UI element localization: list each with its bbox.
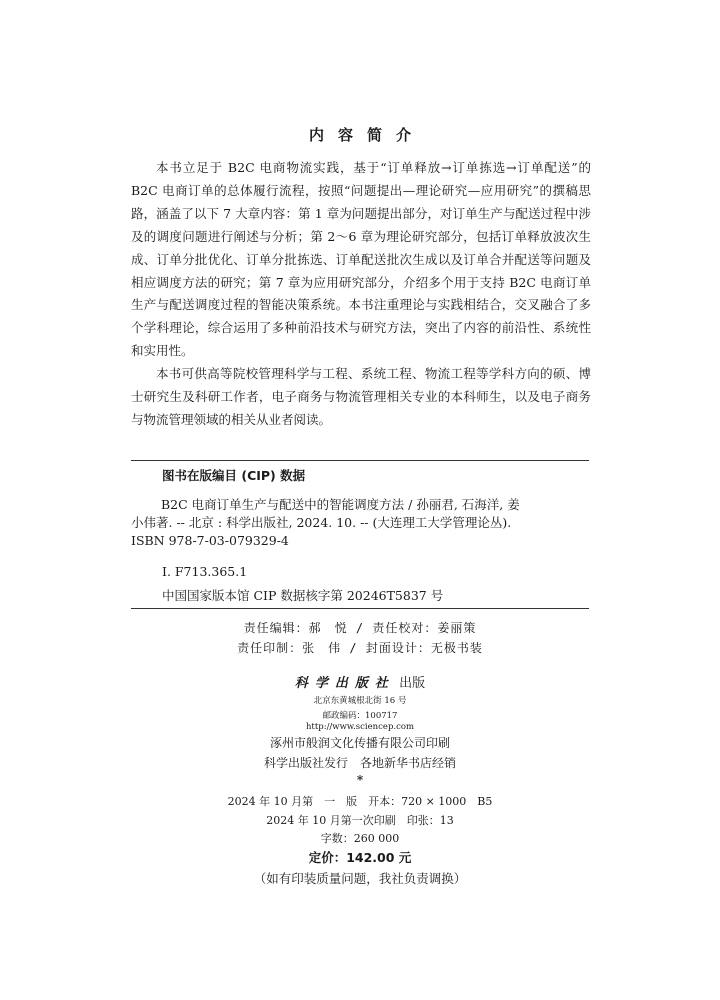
- publisher-url: http://www.sciencep.com: [305, 722, 415, 732]
- cip-record: [131, 496, 587, 550]
- editor-credits: 责任编辑：郝 悦 / 责任校对：姜丽策: [243, 621, 477, 635]
- quality-notice: （如有印装质量问题，我社负责调换）: [253, 871, 467, 886]
- summary-title: 内容简介: [308, 126, 425, 144]
- word-count: 字数：260 000: [320, 832, 400, 845]
- publisher-suffix: 出版: [399, 676, 426, 691]
- cip-bottom-rule: [131, 608, 589, 609]
- cip-check-number: 中国国家版本馆 CIP 数据核字第 20246T5837 号: [162, 588, 444, 603]
- cip-heading: 图书在版编目 (CIP) 数据: [162, 468, 306, 483]
- summary-paragraph-2: 本书可供高等院校管理科学与工程、系统工程、物流工程等学科方向的硕、博士研究生及科研工作者，电子商务与物流管理相关专业的本科师生，以及电子商务与物流管理领域的相关从业者阅读。: [131, 366, 591, 427]
- edition-line: 2024 年 10 月第 一 版 开本：720 × 1000 B5: [227, 795, 493, 808]
- separator-star: *: [356, 773, 364, 787]
- cip-record-line-1: B2C 电商订单生产与配送中的智能调度方法 / 孙丽君, 石海洋, 姜: [161, 497, 520, 512]
- cip-record-line-2: 小伟著. -- 北京 : 科学出版社, 2024. 10. -- (大连理工大学管理论丛).: [131, 515, 512, 530]
- cip-isbn: ISBN 978-7-03-079329-4: [131, 533, 289, 548]
- publisher-postcode: 邮政编码：100717: [322, 711, 398, 721]
- summary-paragraph-1: 本书立足于 B2C 电商物流实践，基于“订单释放→订单拣选→订单配送”的 B2C 电商订单的总体履行流程，按照“问题提出—理论研究—应用研究”的撰稿思路，涵盖了以下 7 大章内容：第 1 章为问题提出部分，对订单生产与配送过程中涉及的调度问题进行阐述与分析；第 2～6 章为理论研究部分，包括订单释放波次生成、订单分批优化、订单分批拣选、订单配送批次生成以及订单合并配送等问题及相应调度方法的研究；第 7 章为应用研究部分，介绍多个用于支持 B2C 电商订单生产与配送调度过程的智能决策系统。本书注重理论与实践相结合，交叉融合了多个学科理论，综合运用了多种前沿技术与研究方法，突出了内容的前沿性、系统性和实用性。: [131, 160, 591, 359]
- publisher-logo: 科学出版社: [294, 676, 395, 691]
- printer-line: 涿州市般润文化传播有限公司印刷: [269, 736, 450, 750]
- summary-body: [131, 157, 591, 432]
- distributor-line: 科学出版社发行 各地新华书店经销: [263, 756, 456, 770]
- price: 定价：142.00 元: [308, 850, 412, 865]
- printing-line: 2024 年 10 月第一次印刷 印张：13: [266, 814, 454, 827]
- production-credits: 责任印制：张 伟 / 封面设计：无极书装: [237, 641, 483, 655]
- cip-classification: Ⅰ. F713.365.1: [162, 564, 248, 579]
- publisher-line: [0, 672, 720, 691]
- cip-top-rule: [131, 460, 589, 461]
- publisher-address: 北京东黄城根北街 16 号: [313, 696, 407, 706]
